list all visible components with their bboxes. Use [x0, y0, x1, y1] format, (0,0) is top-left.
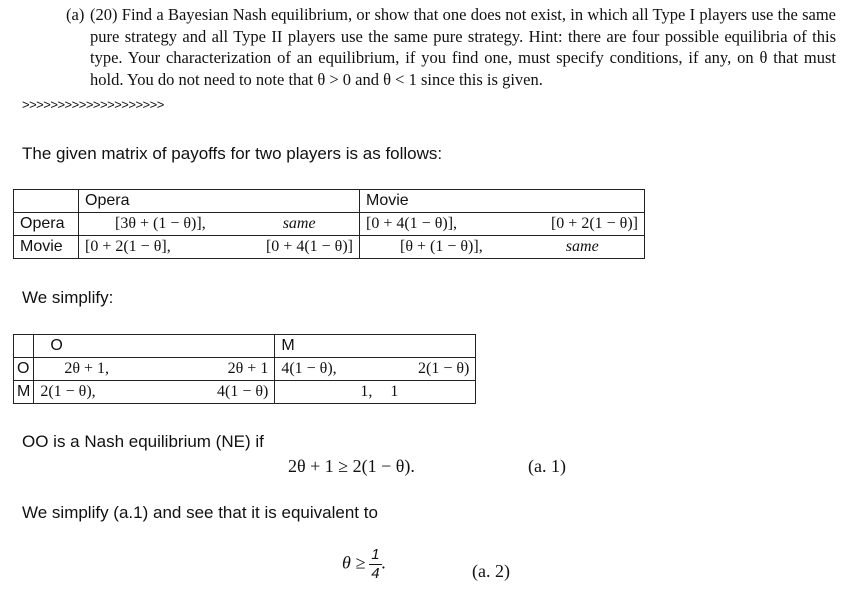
matrix2-row-label: O: [14, 358, 34, 381]
fraction-denominator: 4: [371, 565, 380, 582]
matrix1-col-header-opera: Opera: [79, 190, 360, 213]
simplify-label: We simplify:: [22, 288, 114, 307]
inequality-a2-end: .: [381, 552, 387, 573]
intro-text: The given matrix of payoffs for two players is as follows:: [22, 144, 443, 163]
matrix1-row-label: Movie: [14, 236, 79, 259]
matrix1-cell: [0 + 2(1 − θ],: [79, 236, 240, 259]
matrix2-header-row: [14, 335, 476, 358]
matrix2-cell: 2θ + 1,: [34, 358, 169, 381]
matrix1-cell: [0 + 2(1 − θ)]: [520, 213, 644, 236]
matrix2-col-header-m: M: [275, 335, 476, 358]
separator-line: >>>>>>>>>>>>>>>>>>>>: [22, 97, 164, 112]
matrix2-row-label: M: [14, 381, 34, 404]
equation-tag-a2: (a. 2): [472, 561, 510, 581]
inequality-a2-lhs: θ ≥: [342, 552, 366, 573]
matrix1-cell: same: [239, 213, 359, 236]
inequality-a2: [342, 546, 386, 583]
matrix1-cell: [0 + 4(1 − θ)],: [360, 213, 521, 236]
matrix2-col-header-o: O: [34, 335, 275, 358]
payoff-matrix-simplified: [13, 334, 476, 404]
matrix1-row-movie: [14, 236, 645, 259]
matrix2-cell: 1,: [275, 381, 379, 404]
question-text: (20) Find a Bayesian Nash equilibrium, or show that one does not exist, in which all Type I players use the same pure strategy and all Type II players use the same pure strategy. Hint: there are four possible equilibria of this type. Your characterization of an equilibrium, if you find one, must specify conditions, if any, on θ that must hold. You do not need to note that θ > 0 and θ < 1 since this is given.: [90, 5, 836, 89]
matrix1-row-label: Opera: [14, 213, 79, 236]
matrix1-row-opera: [14, 213, 645, 236]
matrix1-corner: [14, 190, 79, 213]
ne-condition-intro: OO is a Nash equilibrium (NE) if: [22, 432, 264, 451]
matrix2-cell: 1: [378, 381, 475, 404]
matrix2-row-o: [14, 358, 476, 381]
matrix1-cell: [3θ + (1 − θ)],: [79, 213, 240, 236]
question-paragraph: [66, 4, 836, 90]
matrix2-corner: [14, 335, 34, 358]
matrix1-cell: [0 + 4(1 − θ)]: [239, 236, 359, 259]
matrix1-cell: same: [520, 236, 644, 259]
fraction-one-quarter: [369, 546, 381, 583]
matrix2-cell: 4(1 − θ): [169, 381, 275, 404]
matrix2-cell: 2(1 − θ),: [34, 381, 169, 404]
matrix2-cell: 4(1 − θ),: [275, 358, 379, 381]
payoff-matrix-original: [13, 189, 645, 259]
matrix2-row-m: [14, 381, 476, 404]
question-label: (a): [66, 5, 85, 24]
fraction-numerator: 1: [371, 546, 380, 563]
inequality-a1: 2θ + 1 ≥ 2(1 − θ).: [288, 456, 415, 476]
matrix2-cell: 2(1 − θ): [378, 358, 475, 381]
matrix2-cell: 2θ + 1: [169, 358, 275, 381]
simplify-a1-text: We simplify (a.1) and see that it is equivalent to: [22, 503, 378, 522]
equation-tag-a1: (a. 1): [528, 456, 566, 476]
matrix1-cell: [θ + (1 − θ)],: [360, 236, 521, 259]
matrix1-header-row: [14, 190, 645, 213]
matrix1-col-header-movie: Movie: [360, 190, 645, 213]
